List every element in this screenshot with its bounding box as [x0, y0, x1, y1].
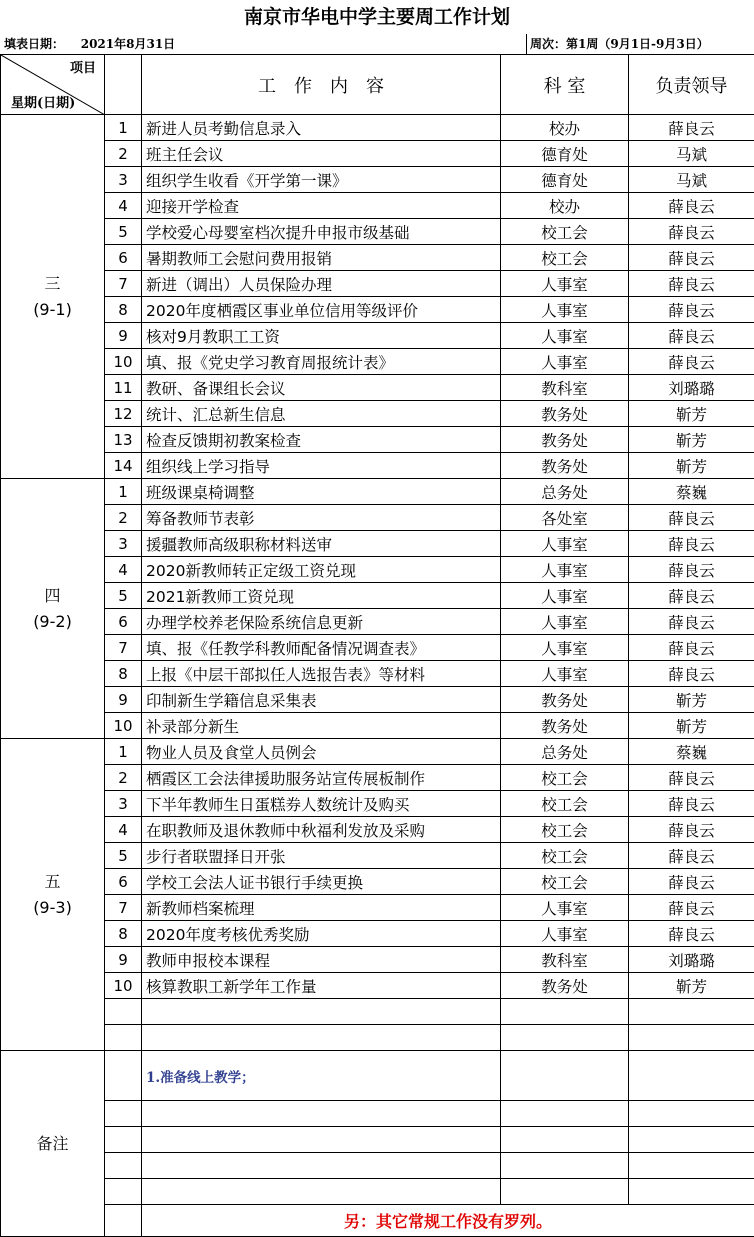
leader: 薛良云	[629, 115, 754, 141]
weekday-cell	[1, 115, 105, 479]
department: 人事室	[501, 531, 629, 557]
table-row	[1, 661, 754, 687]
row-number: 9	[105, 687, 142, 713]
notes-leader	[629, 1101, 754, 1127]
department: 教务处	[501, 973, 629, 999]
work-content: 暑期教师工会慰问费用报销	[142, 245, 501, 271]
row-number: 3	[105, 531, 142, 557]
row-number: 8	[105, 661, 142, 687]
table-row	[1, 505, 754, 531]
department: 人事室	[501, 921, 629, 947]
leader: 薛良云	[629, 323, 754, 349]
department: 校工会	[501, 869, 629, 895]
table-row	[1, 245, 754, 271]
meta-divider	[526, 34, 527, 54]
leader: 薛良云	[629, 817, 754, 843]
department: 教务处	[501, 453, 629, 479]
leader: 靳芳	[629, 973, 754, 999]
table-row	[1, 947, 754, 973]
work-content	[142, 1025, 501, 1051]
table-row	[1, 973, 754, 999]
department: 人事室	[501, 349, 629, 375]
department: 人事室	[501, 895, 629, 921]
item-label: 项目	[70, 57, 96, 76]
work-content: 班级课桌椅调整	[142, 479, 501, 505]
notes-line-1: 1.准备线上教学；	[142, 1051, 501, 1101]
department: 校工会	[501, 245, 629, 271]
notes-number	[105, 1127, 142, 1153]
leader: 刘璐璐	[629, 375, 754, 401]
department: 人事室	[501, 635, 629, 661]
work-content: 核对9月教职工工资	[142, 323, 501, 349]
table-row	[1, 297, 754, 323]
table-row	[1, 713, 754, 739]
leader: 薛良云	[629, 297, 754, 323]
table-row	[1, 375, 754, 401]
row-number: 2	[105, 141, 142, 167]
work-content: 下半年教师生日蛋糕券人数统计及购买	[142, 791, 501, 817]
leader: 靳芳	[629, 453, 754, 479]
week-info: 周次：第1周（9月1日-9月3日）	[530, 34, 709, 54]
table-row	[1, 609, 754, 635]
notes-label: 备注	[1, 1051, 105, 1237]
table-row	[1, 791, 754, 817]
row-number: 7	[105, 271, 142, 297]
row-number: 9	[105, 323, 142, 349]
leader: 薛良云	[629, 635, 754, 661]
row-number: 9	[105, 947, 142, 973]
table-row	[1, 271, 754, 297]
work-content: 教研、备课组长会议	[142, 375, 501, 401]
row-number: 5	[105, 583, 142, 609]
row-number: 7	[105, 895, 142, 921]
notes-number	[105, 1205, 142, 1237]
fill-date-value: 2021年8月31日	[81, 37, 175, 51]
table-row	[1, 869, 754, 895]
leader: 薛良云	[629, 583, 754, 609]
leader: 靳芳	[629, 427, 754, 453]
row-number: 6	[105, 609, 142, 635]
notes-dept	[501, 1153, 629, 1179]
table-row	[1, 921, 754, 947]
fill-date	[4, 34, 175, 54]
leader: 薛良云	[629, 271, 754, 297]
department: 教务处	[501, 713, 629, 739]
department: 校办	[501, 115, 629, 141]
row-number: 2	[105, 505, 142, 531]
table-row	[1, 843, 754, 869]
row-number: 14	[105, 453, 142, 479]
row-number: 10	[105, 349, 142, 375]
weekday-date: (9-3)	[1, 895, 104, 921]
work-content	[142, 999, 501, 1025]
department: 教务处	[501, 427, 629, 453]
notes-row	[1, 1205, 754, 1237]
leader-header: 负责领导	[629, 55, 754, 115]
work-content: 学校爱心母婴室档次提升申报市级基础	[142, 219, 501, 245]
department: 人事室	[501, 609, 629, 635]
leader: 薛良云	[629, 791, 754, 817]
table-row	[1, 895, 754, 921]
row-number: 6	[105, 869, 142, 895]
row-number: 1	[105, 739, 142, 765]
row-number: 11	[105, 375, 142, 401]
leader: 靳芳	[629, 687, 754, 713]
department: 人事室	[501, 323, 629, 349]
leader: 蔡巍	[629, 739, 754, 765]
table-row	[1, 765, 754, 791]
department: 人事室	[501, 271, 629, 297]
table-row	[1, 635, 754, 661]
row-number: 2	[105, 765, 142, 791]
weekday-name: 四	[1, 583, 104, 609]
row-number: 6	[105, 245, 142, 271]
department: 人事室	[501, 557, 629, 583]
leader: 薛良云	[629, 219, 754, 245]
leader: 蔡巍	[629, 479, 754, 505]
leader	[629, 999, 754, 1025]
work-content: 新进人员考勤信息录入	[142, 115, 501, 141]
notes-leader	[629, 1153, 754, 1179]
department: 德育处	[501, 167, 629, 193]
work-content: 学校工会法人证书银行手续更换	[142, 869, 501, 895]
notes-leader	[629, 1051, 754, 1101]
table-row	[1, 167, 754, 193]
row-number: 8	[105, 921, 142, 947]
row-number	[105, 999, 142, 1025]
work-content: 上报《中层干部拟任人选报告表》等材料	[142, 661, 501, 687]
department: 人事室	[501, 583, 629, 609]
row-number: 3	[105, 167, 142, 193]
work-content: 援疆教师高级职称材料送审	[142, 531, 501, 557]
work-content: 2021新教师工资兑现	[142, 583, 501, 609]
leader: 薛良云	[629, 661, 754, 687]
weekday-date: (9-2)	[1, 609, 104, 635]
table-row	[1, 141, 754, 167]
leader	[629, 1025, 754, 1051]
notes-content	[142, 1101, 501, 1127]
row-number: 4	[105, 817, 142, 843]
work-content: 新教师档案梳理	[142, 895, 501, 921]
work-content: 印制新生学籍信息采集表	[142, 687, 501, 713]
leader: 薛良云	[629, 895, 754, 921]
weekday-cell	[1, 479, 105, 739]
leader: 薛良云	[629, 921, 754, 947]
table-row	[1, 427, 754, 453]
row-number: 7	[105, 635, 142, 661]
leader: 薛良云	[629, 193, 754, 219]
table-row	[1, 193, 754, 219]
department	[501, 1025, 629, 1051]
table-row	[1, 999, 754, 1025]
row-number: 10	[105, 713, 142, 739]
table-row	[1, 479, 754, 505]
work-content: 组织线上学习指导	[142, 453, 501, 479]
leader: 靳芳	[629, 713, 754, 739]
work-content: 栖霞区工会法律援助服务站宣传展板制作	[142, 765, 501, 791]
table-row	[1, 531, 754, 557]
work-content: 步行者联盟择日开张	[142, 843, 501, 869]
work-content: 补录部分新生	[142, 713, 501, 739]
weekday-name: 五	[1, 869, 104, 895]
notes-content	[142, 1127, 501, 1153]
leader: 薛良云	[629, 505, 754, 531]
department: 总务处	[501, 739, 629, 765]
row-number: 5	[105, 219, 142, 245]
leader: 薛良云	[629, 843, 754, 869]
weekday-cell	[1, 739, 105, 1051]
row-number: 3	[105, 791, 142, 817]
weekday-label: 星期(日期)	[11, 92, 75, 111]
work-content: 筹备教师节表彰	[142, 505, 501, 531]
row-number: 5	[105, 843, 142, 869]
work-content: 在职教师及退休教师中秋福利发放及采购	[142, 817, 501, 843]
notes-row	[1, 1051, 754, 1101]
notes-number	[105, 1153, 142, 1179]
notes-leader	[629, 1127, 754, 1153]
leader: 马斌	[629, 167, 754, 193]
content-header: 工 作 内 容	[142, 55, 501, 115]
weekday-name: 三	[1, 271, 104, 297]
leader: 薛良云	[629, 869, 754, 895]
leader: 薛良云	[629, 531, 754, 557]
notes-row	[1, 1127, 754, 1153]
department: 校办	[501, 193, 629, 219]
row-number	[105, 1025, 142, 1051]
corner-header	[1, 55, 105, 115]
work-plan-table	[0, 54, 754, 1237]
table-row	[1, 817, 754, 843]
work-content: 统计、汇总新生信息	[142, 401, 501, 427]
department: 教务处	[501, 401, 629, 427]
table-row	[1, 453, 754, 479]
department: 校工会	[501, 765, 629, 791]
work-content: 检查反馈期初教案检查	[142, 427, 501, 453]
leader: 薛良云	[629, 349, 754, 375]
work-content: 班主任会议	[142, 141, 501, 167]
department: 各处室	[501, 505, 629, 531]
work-content: 2020年度考核优秀奖励	[142, 921, 501, 947]
notes-row	[1, 1153, 754, 1179]
row-number: 12	[105, 401, 142, 427]
work-content: 办理学校养老保险系统信息更新	[142, 609, 501, 635]
work-content: 2020年度栖霞区事业单位信用等级评价	[142, 297, 501, 323]
work-content: 填、报《党史学习教育周报统计表》	[142, 349, 501, 375]
row-number: 1	[105, 115, 142, 141]
department: 总务处	[501, 479, 629, 505]
number-header	[105, 55, 142, 115]
table-row	[1, 219, 754, 245]
table-row	[1, 323, 754, 349]
notes-dept	[501, 1101, 629, 1127]
row-number: 13	[105, 427, 142, 453]
work-content: 迎接开学检查	[142, 193, 501, 219]
department: 校工会	[501, 791, 629, 817]
table-row	[1, 583, 754, 609]
leader: 刘璐璐	[629, 947, 754, 973]
department: 校工会	[501, 219, 629, 245]
work-content: 填、报《任教学科教师配备情况调查表》	[142, 635, 501, 661]
notes-content	[142, 1153, 501, 1179]
department: 教务处	[501, 687, 629, 713]
leader: 薛良云	[629, 609, 754, 635]
department: 人事室	[501, 297, 629, 323]
department: 校工会	[501, 817, 629, 843]
row-number: 1	[105, 479, 142, 505]
work-content: 核算教职工新学年工作量	[142, 973, 501, 999]
department: 教科室	[501, 375, 629, 401]
table-row	[1, 115, 754, 141]
table-row	[1, 739, 754, 765]
table-row	[1, 557, 754, 583]
leader: 靳芳	[629, 401, 754, 427]
leader: 马斌	[629, 141, 754, 167]
row-number: 10	[105, 973, 142, 999]
notes-number	[105, 1051, 142, 1101]
department: 教科室	[501, 947, 629, 973]
row-number: 8	[105, 297, 142, 323]
table-row	[1, 687, 754, 713]
work-content: 物业人员及食堂人员例会	[142, 739, 501, 765]
work-content: 教师申报校本课程	[142, 947, 501, 973]
table-row	[1, 349, 754, 375]
table-row	[1, 401, 754, 427]
header-row	[1, 55, 754, 115]
leader: 薛良云	[629, 765, 754, 791]
leader: 薛良云	[629, 557, 754, 583]
department: 人事室	[501, 661, 629, 687]
notes-number	[105, 1101, 142, 1127]
weekday-date: (9-1)	[1, 297, 104, 323]
department	[501, 999, 629, 1025]
work-content: 2020新教师转正定级工资兑现	[142, 557, 501, 583]
work-content: 新进（调出）人员保险办理	[142, 271, 501, 297]
dept-header: 科 室	[501, 55, 629, 115]
row-number: 4	[105, 193, 142, 219]
department: 校工会	[501, 843, 629, 869]
work-content: 组织学生收看《开学第一课》	[142, 167, 501, 193]
page-title: 南京市华电中学主要周工作计划	[0, 0, 754, 34]
notes-dept	[501, 1051, 629, 1101]
department: 德育处	[501, 141, 629, 167]
row-number: 4	[105, 557, 142, 583]
table-row	[1, 1025, 754, 1051]
notes-row	[1, 1101, 754, 1127]
fill-date-label: 填表日期：	[4, 37, 64, 51]
notes-footer: 另：其它常规工作没有罗列。	[142, 1205, 754, 1237]
leader: 薛良云	[629, 245, 754, 271]
notes-dept	[501, 1127, 629, 1153]
